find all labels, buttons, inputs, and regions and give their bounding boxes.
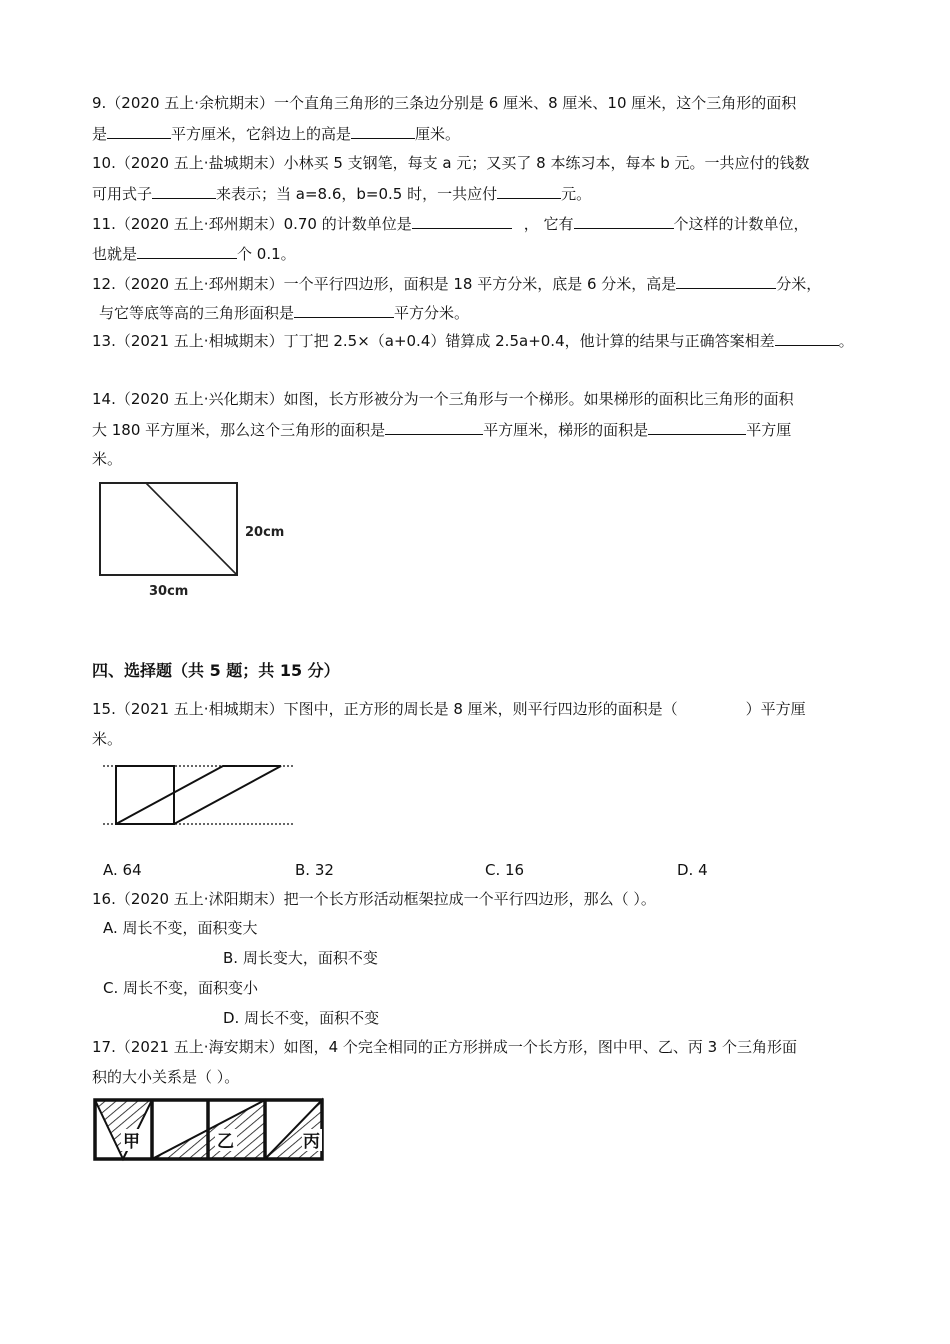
q14-diagonal: [146, 483, 237, 575]
q14-width-label: 30cm: [149, 584, 189, 599]
q13-text-a: 13.（2021 五上·相城期末）丁丁把 2.5×（a+0.4）错算成 2.5a+0.4，他计算的结果与正确答案相差: [92, 332, 775, 350]
q10-line-2: [92, 183, 591, 204]
q17-label-yi: 乙: [217, 1132, 234, 1152]
q9-line-1: 9.（2020 五上·余杭期末）一个直角三角形的三条边分别是 6 厘米、8 厘米、10 厘米，这个三角形的面积: [92, 94, 797, 112]
q15-text-b: ）平方厘: [745, 700, 806, 718]
q15-line-1: [92, 699, 806, 719]
q17-line-2: 积的大小关系是（ ）。: [92, 1068, 240, 1086]
q14-rectangle-figure: [90, 475, 300, 605]
section-four-heading: 四、选择题（共 5 题；共 15 分）: [92, 661, 340, 680]
q14-height-label: 20cm: [245, 525, 285, 540]
q16-option-b[interactable]: B. 周长变大，面积不变: [223, 949, 378, 967]
q15-text-a: 15.（2021 五上·相城期末）下图中，正方形的周长是 8 厘米，则平行四边形的面积是（: [92, 700, 678, 718]
q13-line-1: [92, 330, 854, 351]
q11-line-2: [92, 243, 296, 264]
q12-text-d: 平方分米。: [394, 304, 470, 322]
q11-blank-tenths[interactable]: [137, 243, 237, 259]
q12-text-c: 与它等底等高的三角形面积是: [99, 304, 295, 322]
q11-blank-unit[interactable]: [412, 213, 512, 229]
q9-line-2: [92, 123, 460, 144]
q11-text-a: 11.（2020 五上·邳州期末）0.70 的计数单位是: [92, 215, 412, 233]
q12-text-a: 12.（2020 五上·邳州期末）一个平行四边形，面积是 18 平方分米，底是 6 分米，高是: [92, 275, 677, 293]
q12-blank-triangle-area[interactable]: [294, 302, 394, 318]
q14-text-a: 大 180 平方厘米，那么这个三角形的面积是: [92, 421, 386, 439]
q15-square-parallelogram-figure: [98, 760, 298, 832]
q15-option-a[interactable]: A. 64: [103, 861, 142, 879]
q15-option-b[interactable]: B. 32: [295, 861, 334, 879]
q16-line-1: 16.（2020 五上·沭阳期末）把一个长方形活动框架拉成一个平行四边形，那么（ ）。: [92, 890, 656, 908]
q17-label-jia: 甲: [123, 1132, 140, 1152]
q12-line-2: [99, 302, 469, 323]
q14-text-c: 平方厘: [746, 421, 792, 439]
q16-option-c[interactable]: C. 周长不变，面积变小: [103, 979, 259, 997]
q11-text-b: ， 它有: [523, 215, 574, 233]
q15-option-c[interactable]: C. 16: [485, 861, 525, 879]
q17-four-squares-figure: [90, 1095, 330, 1167]
q11-text-c: 个这样的计数单位，: [673, 215, 809, 233]
q17-label-bing: 丙: [303, 1132, 320, 1152]
q11-text-e: 个 0.1。: [237, 245, 296, 263]
q12-blank-height[interactable]: [676, 273, 776, 289]
q15-parallelogram: [116, 766, 281, 824]
q15-option-d[interactable]: D. 4: [677, 861, 708, 879]
q10-text-b: 来表示；当 a=8.6，b=0.5 时，一共应付: [216, 185, 498, 203]
q12-line-1: [92, 273, 821, 294]
q9-text-a: 是: [92, 125, 108, 143]
q10-line-1: 10.（2020 五上·盐城期末）小林买 5 支钢笔，每支 a 元；又买了 8 本练习本，每本 b 元。一共应付的钱数: [92, 154, 810, 172]
q9-text-c: 厘米。: [415, 125, 461, 143]
q9-text-b: 平方厘米，它斜边上的高是: [171, 125, 352, 143]
q16-option-d[interactable]: D. 周长不变，面积不变: [223, 1009, 380, 1027]
q10-blank-total[interactable]: [497, 183, 561, 199]
q14-line-1: 14.（2020 五上·兴化期末）如图，长方形被分为一个三角形与一个梯形。如果梯形的面积比三角形的面积: [92, 390, 794, 408]
q10-text-c: 元。: [561, 185, 592, 203]
q10-blank-expression[interactable]: [152, 183, 216, 199]
q13-blank-difference[interactable]: [775, 330, 839, 346]
q10-text-a: 可用式子: [92, 185, 153, 203]
q9-blank-area[interactable]: [107, 123, 171, 139]
q15-line-2: 米。: [92, 730, 123, 748]
q14-line-3: 米。: [92, 450, 123, 468]
q11-line-1: [92, 213, 809, 234]
q12-text-b: 分米，: [776, 275, 822, 293]
q14-line-2: [92, 419, 791, 440]
q9-blank-height[interactable]: [351, 123, 415, 139]
q11-text-d: 也就是: [92, 245, 138, 263]
q14-blank-trapezoid[interactable]: [648, 419, 746, 435]
q15-square: [116, 766, 174, 824]
q13-text-b: 。: [838, 332, 854, 350]
q14-rectangle: [100, 483, 237, 575]
q14-blank-triangle[interactable]: [385, 419, 483, 435]
q16-option-a[interactable]: A. 周长不变，面积变大: [103, 919, 258, 937]
q11-blank-count[interactable]: [574, 213, 674, 229]
q14-text-b: 平方厘米，梯形的面积是: [483, 421, 649, 439]
q17-line-1: 17.（2021 五上·海安期末）如图，4 个完全相同的正方形拼成一个长方形，图中甲、乙、丙 3 个三角形面: [92, 1038, 797, 1056]
